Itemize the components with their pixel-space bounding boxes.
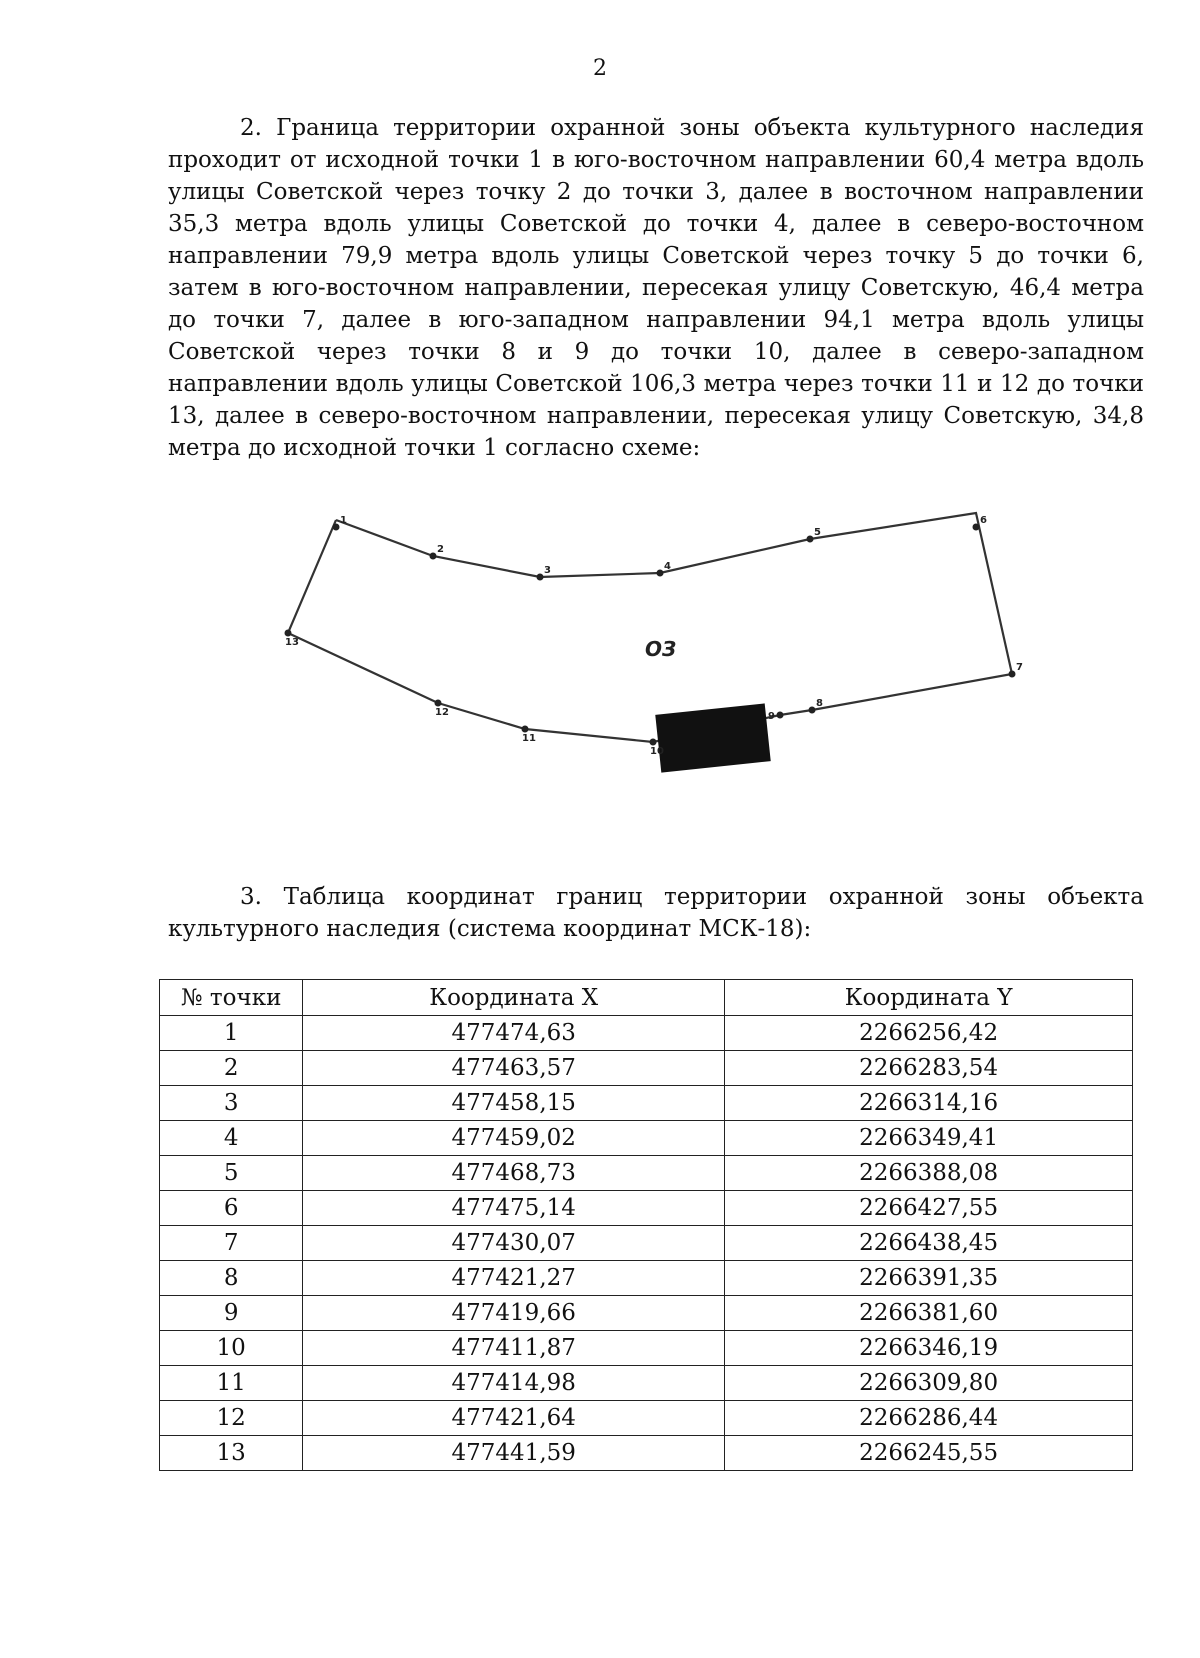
vertex-marker — [973, 524, 980, 531]
cell-point-number: 2 — [160, 1051, 303, 1086]
vertex-label: 10 — [650, 746, 664, 757]
table-row — [160, 1016, 1133, 1051]
cell-coordinate-x: 477475,14 — [303, 1191, 725, 1226]
vertex-marker — [430, 553, 437, 560]
vertex-label: 5 — [814, 527, 821, 538]
table-row — [160, 1191, 1133, 1226]
table-header-row — [160, 980, 1133, 1016]
cell-coordinate-x: 477441,59 — [303, 1436, 725, 1471]
cell-coordinate-y: 2266427,55 — [725, 1191, 1133, 1226]
cell-point-number: 12 — [160, 1401, 303, 1436]
cell-point-number: 7 — [160, 1226, 303, 1261]
header-coordinate-y: Координата Y — [725, 980, 1133, 1016]
cell-coordinate-y: 2266283,54 — [725, 1051, 1133, 1086]
table-row — [160, 1226, 1133, 1261]
table-row — [160, 1261, 1133, 1296]
cell-coordinate-x: 477414,98 — [303, 1366, 725, 1401]
cell-coordinate-x: 477421,64 — [303, 1401, 725, 1436]
vertex-label: 12 — [435, 707, 449, 718]
vertex-label: 1 — [340, 515, 347, 526]
cell-point-number: 11 — [160, 1366, 303, 1401]
vertex-label: 8 — [816, 698, 823, 709]
table-row — [160, 1401, 1133, 1436]
vertex-marker — [333, 524, 340, 531]
cell-coordinate-x: 477430,07 — [303, 1226, 725, 1261]
vertex-marker — [777, 712, 784, 719]
vertex-label: 6 — [980, 515, 987, 526]
page-number: 2 — [593, 56, 607, 81]
table-row — [160, 1296, 1133, 1331]
cell-coordinate-x: 477463,57 — [303, 1051, 725, 1086]
header-point-number: № точки — [160, 980, 303, 1016]
vertex-label: 2 — [437, 544, 444, 555]
zone-scheme-drawing — [270, 515, 1030, 835]
table-row — [160, 1331, 1133, 1366]
cell-coordinate-y: 2266388,08 — [725, 1156, 1133, 1191]
table-row — [160, 1086, 1133, 1121]
vertex-marker — [650, 739, 657, 746]
vertex-marker — [285, 630, 292, 637]
cell-point-number: 3 — [160, 1086, 303, 1121]
vertex-label: 3 — [544, 565, 551, 576]
vertex-marker — [435, 700, 442, 707]
vertex-marker — [522, 726, 529, 733]
cell-coordinate-y: 2266245,55 — [725, 1436, 1133, 1471]
cell-coordinate-x: 477421,27 — [303, 1261, 725, 1296]
zone-boundary-line — [288, 513, 1012, 742]
cell-coordinate-y: 2266381,60 — [725, 1296, 1133, 1331]
building-block — [655, 703, 770, 772]
cell-point-number: 5 — [160, 1156, 303, 1191]
vertex-label: 9 — [768, 711, 775, 722]
cell-coordinate-x: 477459,02 — [303, 1121, 725, 1156]
zone-scheme — [270, 515, 1030, 835]
vertex-label: 13 — [285, 637, 299, 648]
header-coordinate-x: Координата X — [303, 980, 725, 1016]
vertex-marker — [1009, 671, 1016, 678]
vertex-marker — [807, 536, 814, 543]
vertex-marker — [657, 570, 664, 577]
cell-coordinate-y: 2266346,19 — [725, 1331, 1133, 1366]
cell-coordinate-y: 2266391,35 — [725, 1261, 1133, 1296]
vertex-marker — [809, 707, 816, 714]
zone-label: ОЗ — [645, 637, 677, 661]
cell-coordinate-x: 477468,73 — [303, 1156, 725, 1191]
vertex-marker — [537, 574, 544, 581]
cell-coordinate-x: 477411,87 — [303, 1331, 725, 1366]
cell-coordinate-y: 2266256,42 — [725, 1016, 1133, 1051]
cell-coordinate-y: 2266349,41 — [725, 1121, 1133, 1156]
cell-coordinate-x: 477419,66 — [303, 1296, 725, 1331]
cell-coordinate-y: 2266314,16 — [725, 1086, 1133, 1121]
vertex-label: 4 — [664, 561, 671, 572]
coordinates-table — [159, 979, 1133, 1471]
cell-point-number: 6 — [160, 1191, 303, 1226]
cell-coordinate-y: 2266438,45 — [725, 1226, 1133, 1261]
table-intro: 3. Таблица координат границ территории охранной зоны объекта культурного наследия (система координат МСК-18): — [168, 884, 1144, 942]
boundary-description: 2. Граница территории охранной зоны объекта культурного наследия проходит от исходной точки 1 в юго-восточном направлении 60,4 метра вдоль улицы Советской через точку 2 до точки 3, далее в восточном направлении 35,3 метра вдоль улицы Советской до точки 4, далее в северо-восточном направлении 79,9 метра вдоль улицы Советской через точку 5 до точки 6, затем в юго-восточном направлении, пересекая улицу Советскую, 46,4 метра до точки 7, далее в юго-западном направлении 94,1 метра вдоль улицы Советской через точки 8 и 9 до точки 10, далее в северо-западном направлении вдоль улицы Советской 106,3 метра через точки 11 и 12 до точки 13, далее в северо-восточном направлении, пересекая улицу Советскую, 34,8 метра до исходной точки 1 согласно схеме: — [168, 115, 1144, 461]
cell-point-number: 13 — [160, 1436, 303, 1471]
cell-point-number: 4 — [160, 1121, 303, 1156]
cell-point-number: 10 — [160, 1331, 303, 1366]
vertex-label: 7 — [1016, 662, 1023, 673]
cell-coordinate-y: 2266309,80 — [725, 1366, 1133, 1401]
cell-coordinate-y: 2266286,44 — [725, 1401, 1133, 1436]
table-row — [160, 1051, 1133, 1086]
table-row — [160, 1436, 1133, 1471]
table-row — [160, 1156, 1133, 1191]
cell-coordinate-x: 477458,15 — [303, 1086, 725, 1121]
cell-point-number: 1 — [160, 1016, 303, 1051]
table-row — [160, 1121, 1133, 1156]
vertex-label: 11 — [522, 733, 536, 744]
cell-point-number: 9 — [160, 1296, 303, 1331]
cell-coordinate-x: 477474,63 — [303, 1016, 725, 1051]
table-row — [160, 1366, 1133, 1401]
cell-point-number: 8 — [160, 1261, 303, 1296]
